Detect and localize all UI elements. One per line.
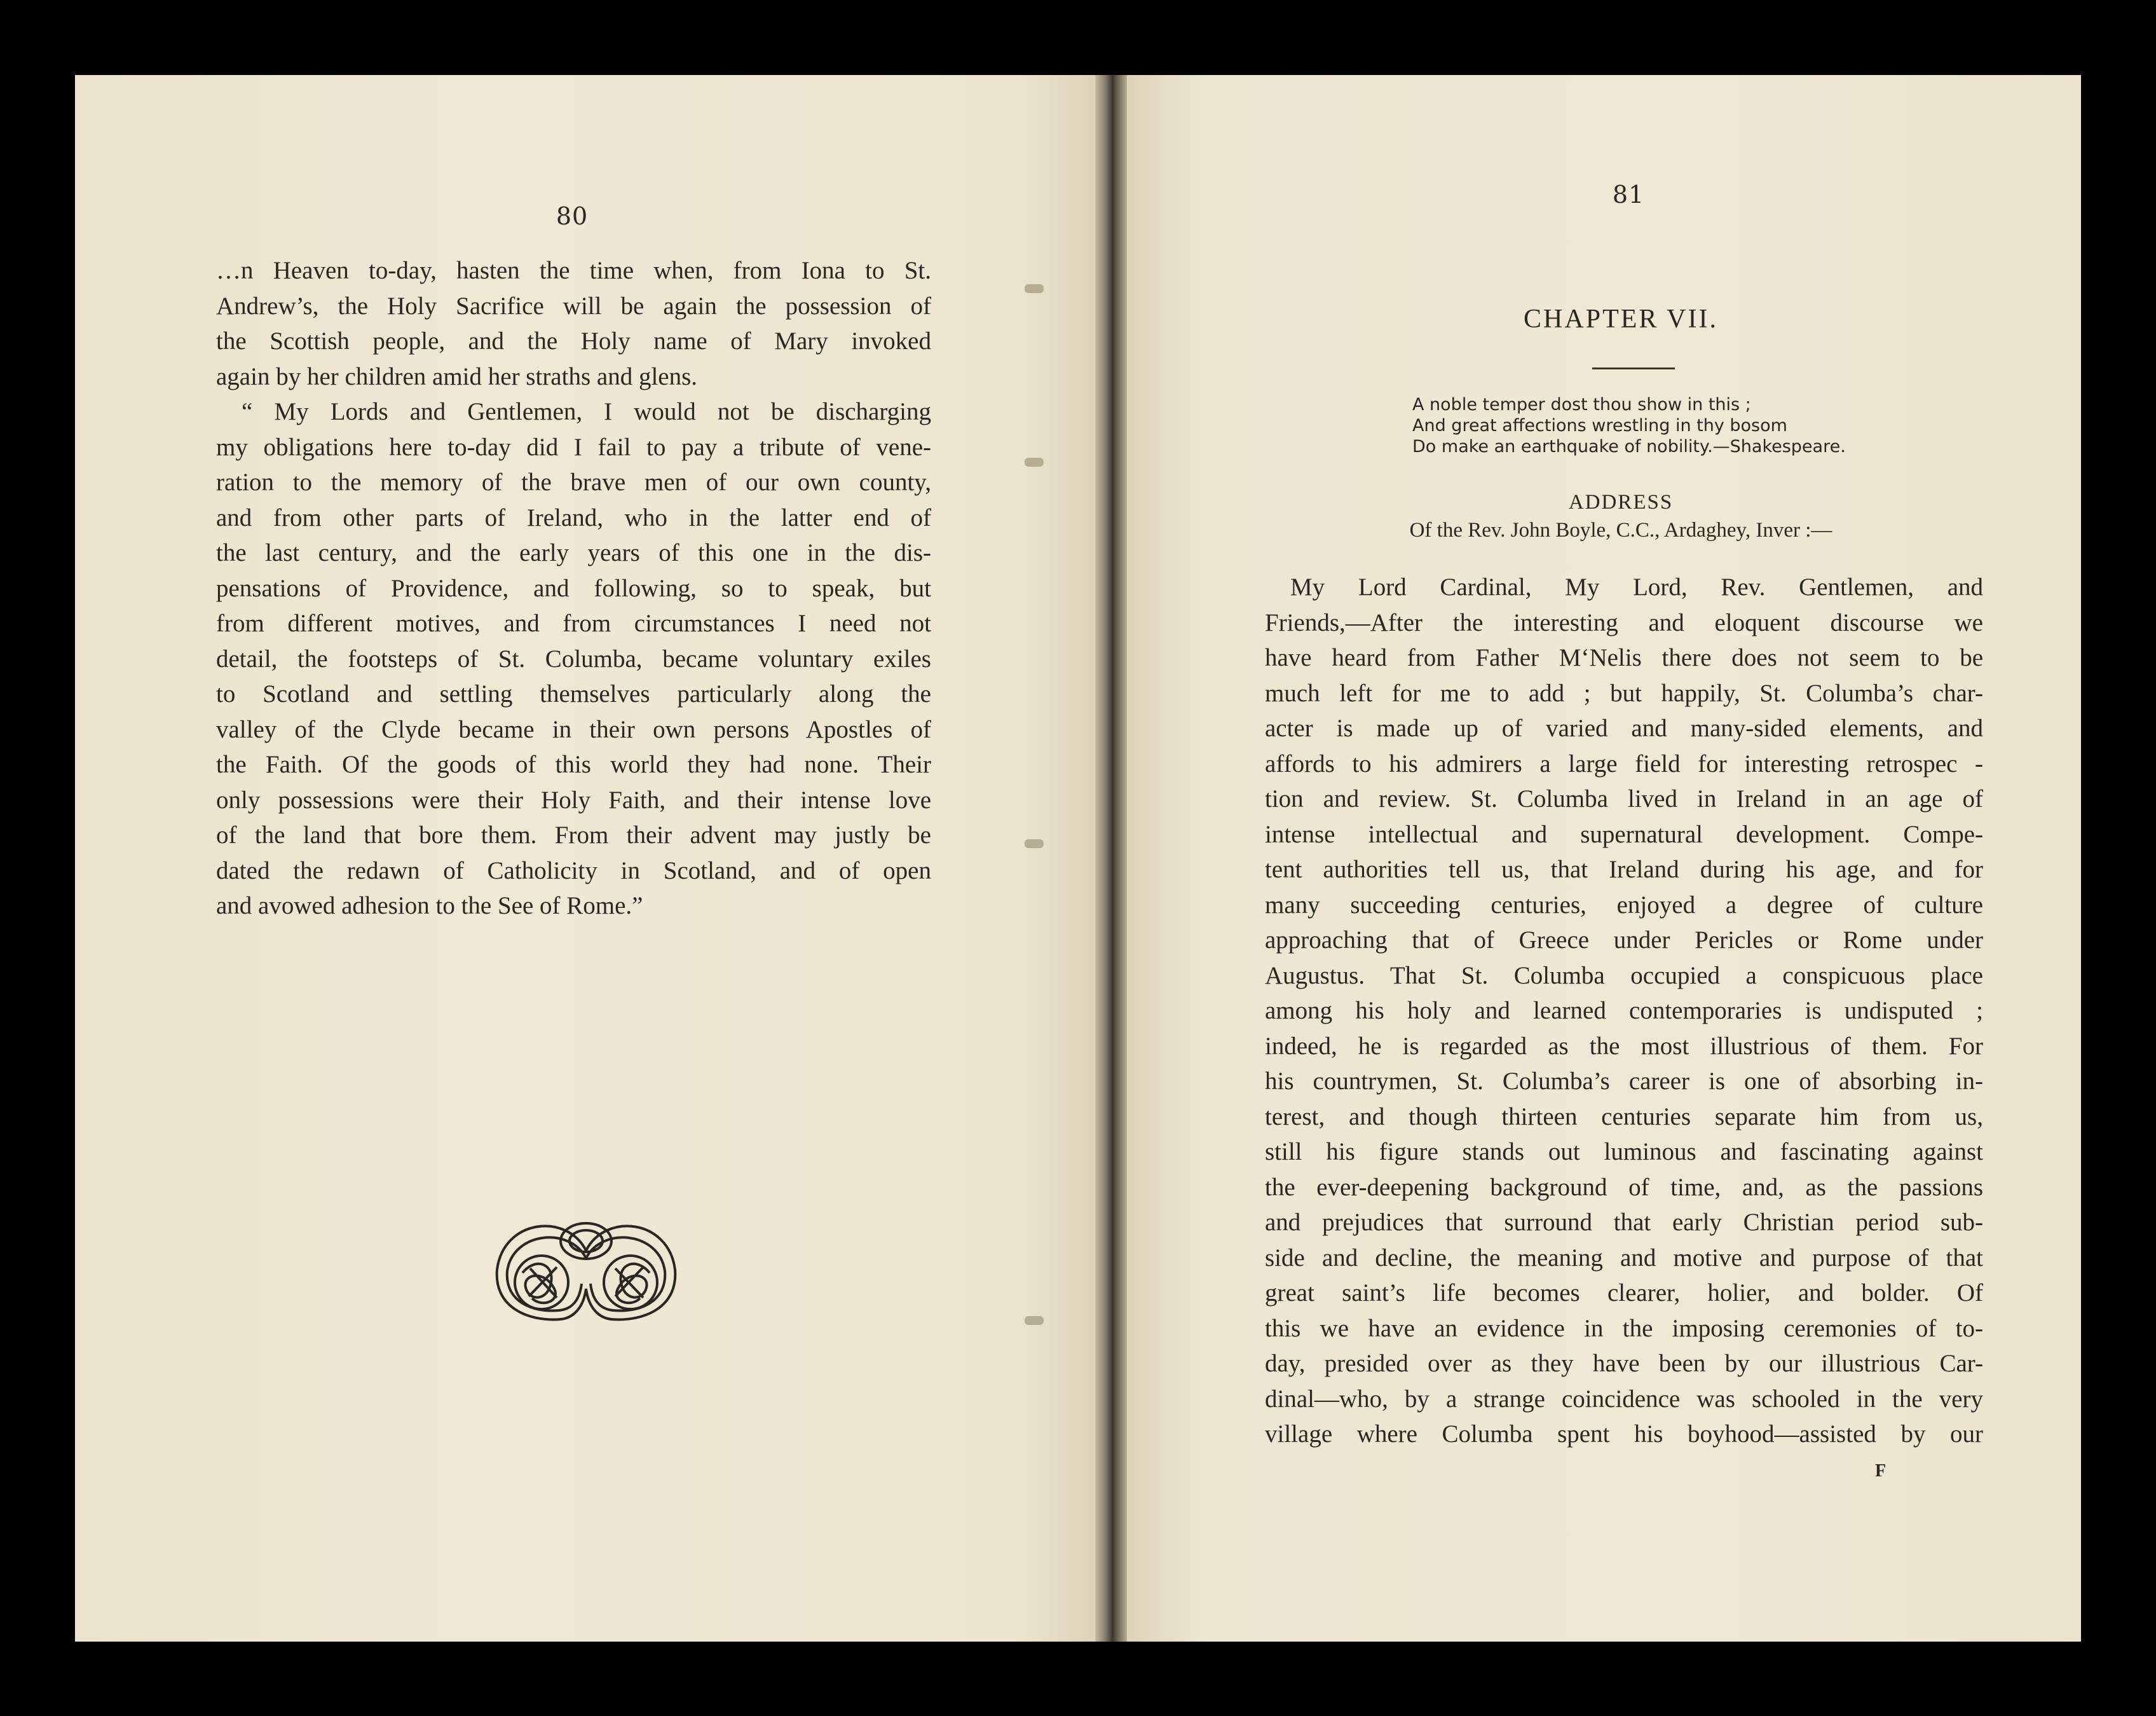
text-line: the Faith. Of the goods of this world they had none. Their: [216, 751, 931, 778]
binding-stitch: [1025, 1316, 1044, 1325]
text-line: acter is made up of varied and many-sided elements, and: [1265, 715, 1983, 742]
epigraph-line: And great affections wrestling in thy bosom: [1412, 416, 1787, 436]
text-line: …n Heaven to-day, hasten the time when, from Iona to St.: [216, 257, 931, 284]
text-line: day, presided over as they have been by our illustrious Car-: [1265, 1350, 1983, 1377]
text-line: intense intellectual and supernatural development. Compe-: [1265, 820, 1983, 848]
binding-stitch: [1025, 458, 1044, 467]
text-line: this we have an evidence in the imposing ceremonies of to-: [1265, 1314, 1983, 1342]
text-line: approaching that of Greece under Pericles or Rome under: [1265, 926, 1983, 954]
text-line: affords to his admirers a large field for interesting retrospec -: [1265, 750, 1983, 778]
text-line: ration to the memory of the brave men of our own county,: [216, 469, 931, 496]
text-line: among his holy and learned contemporaries is undisputed ;: [1265, 997, 1983, 1024]
chapter-title: CHAPTER VII.: [1524, 305, 1718, 334]
text-line: dinal—who, by a strange coincidence was schooled in the very: [1265, 1385, 1983, 1413]
text-line: many succeeding centuries, enjoyed a degree of culture: [1265, 891, 1983, 919]
text-line: to Scotland and settling themselves particularly along the: [216, 680, 931, 708]
text-line: the last century, and the early years of this one in the dis-: [216, 539, 931, 566]
text-line: terest, and though thirteen centuries separate him from us,: [1265, 1102, 1983, 1130]
celtic-knot-ornament-icon: [491, 1212, 681, 1324]
text-line: the Scottish people, and the Holy name of Mary invoked: [216, 327, 931, 355]
text-line: still his figure stands out luminous and fascinating against: [1265, 1138, 1983, 1165]
epigraph-line: Do make an earthquake of nobility.—Shakespeare.: [1412, 437, 1846, 456]
text-line: from different motives, and from circumstances I need not: [216, 610, 931, 637]
text-line: his countrymen, St. Columba’s career is one of absorbing in-: [1265, 1067, 1983, 1095]
text-line: My Lord Cardinal, My Lord, Rev. Gentlemen, and: [1290, 573, 1983, 601]
address-subtitle: Of the Rev. John Boyle, C.C., Ardaghey, Inver :—: [1409, 519, 1832, 542]
text-line: detail, the footsteps of St. Columba, became voluntary exiles: [216, 645, 931, 673]
text-line: great saint’s life becomes clearer, holier, and bolder. Of: [1265, 1279, 1983, 1307]
page-number-left: 80: [556, 202, 589, 230]
text-line: the ever-deepening background of time, and, as the passions: [1265, 1173, 1983, 1201]
text-line: only possessions were their Holy Faith, and their intense love: [216, 786, 931, 814]
text-line: and prejudices that surround that early Christian period sub-: [1265, 1209, 1983, 1236]
text-line: have heard from Father M‘Nelis there does not seem to be: [1265, 644, 1983, 671]
text-line: and from other parts of Ireland, who in the latter end of: [216, 504, 931, 532]
text-line: again by her children amid her straths and glens.: [216, 362, 698, 390]
book-gutter: [1095, 75, 1127, 1642]
epigraph: [1412, 394, 1846, 457]
left-page-body: [216, 253, 931, 924]
text-line: my obligations here to-day did I fail to pay a tribute of vene-: [216, 433, 931, 461]
text-line: dated the redawn of Catholicity in Scotland, and of open: [216, 856, 931, 884]
epigraph-line: A noble temper dost thou show in this ;: [1412, 395, 1751, 415]
text-line: pensations of Providence, and following, so to speak, but: [216, 574, 931, 602]
address-title: ADDRESS: [1568, 491, 1674, 514]
chapter-rule: [1592, 367, 1675, 369]
signature-mark: F: [1875, 1461, 1886, 1481]
text-line: village where Columba spent his boyhood—assisted by our: [1265, 1420, 1983, 1448]
text-line: Augustus. That St. Columba occupied a conspicuous place: [1265, 961, 1983, 989]
binding-stitch: [1025, 284, 1044, 293]
text-line: tion and review. St. Columba lived in Ireland in an age of: [1265, 785, 1983, 813]
text-line: Friends,—After the interesting and eloquent discourse we: [1265, 608, 1983, 636]
text-line: and avowed adhesion to the See of Rome.”: [216, 892, 643, 919]
text-line: valley of the Clyde became in their own persons Apostles of: [216, 715, 931, 743]
text-line: “ My Lords and Gentlemen, I would not be discharging: [242, 398, 931, 425]
text-line: side and decline, the meaning and motive and purpose of that: [1265, 1244, 1983, 1272]
text-line: much left for me to add ; but happily, St. Columba’s char-: [1265, 679, 1983, 707]
text-line: of the land that bore them. From their advent may justly be: [216, 821, 931, 849]
right-page-body: [1265, 570, 1983, 1452]
page-number-right: 81: [1612, 181, 1645, 209]
text-line: Andrew’s, the Holy Sacrifice will be again the possession of: [216, 292, 931, 320]
binding-stitch: [1025, 839, 1044, 848]
text-line: indeed, he is regarded as the most illustrious of them. For: [1265, 1032, 1983, 1060]
text-line: tent authorities tell us, that Ireland during his age, and for: [1265, 856, 1983, 883]
